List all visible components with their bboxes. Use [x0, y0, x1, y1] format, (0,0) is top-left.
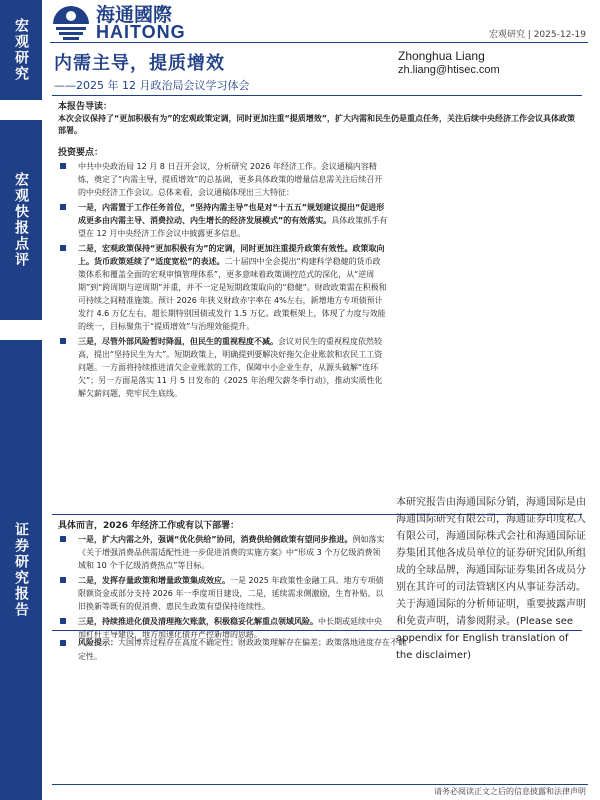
bullet-square-icon: [60, 204, 66, 210]
deployment-text: 中长期或延续中央加杠杆主导建设，地方加速化债并严控新增的思路。: [78, 617, 382, 639]
sidebar-label: 宏观研究: [13, 18, 29, 82]
risk-text: 大国博弈过程存在高度不确定性；财政政策理解存在偏差；政策落地进度存在不确定性。: [78, 638, 406, 661]
footer-divider: [52, 784, 588, 785]
key-point-bold: 一是，内需置于工作任务首位，“坚持内需主导”也是对“十五五”规划建议提出“促进形成更多由内需主导、消费拉动、内生增长的经济发展模式”的有效落实。: [78, 203, 385, 225]
report-title: 内需主导，提质增效: [54, 53, 225, 74]
key-points-list: [58, 160, 388, 402]
deployment-list: [58, 533, 388, 643]
bullet-square-icon: [60, 577, 66, 583]
key-point-text: 会议对民生的重视程度依然较高，提出“坚持民生为大”。短期政策上，明确提到要解决好拖欠企业账款和农民工工资问题。一方面将持续推进清欠企业账款的工作，保障中小企业生存，从源头破解“连环欠”；另一方面是落实 11 月 5 日发布的《2025 年治理欠薪冬季行动》，推动实质性化解欠薪问题，兜牢民生底线。: [78, 337, 383, 398]
bullet-square-icon: [60, 245, 66, 251]
author-name: Zhonghua Liang: [398, 49, 485, 63]
header-divider: [50, 42, 588, 43]
key-point-text: 二十届四中全会提出“构建科学稳健的货币政策体系和覆盖全面的宏观审慎管理体系”，更多意味着政策调控范式的深化，从“逆周期”到“跨周期与逆周期”并重，并不一定是短期政策取向的“稳健”。财政政策需在积极和可持续之间精准施策。预计 2026 年狭义财政赤字率在 4%左右，新增地方专项债预计发行 4.6 万亿左右，超长期特别国债或发行 1.5 万亿。政策框架上，体现了力度与效能的统一，目标聚焦于“提质增效”与治理效能提升。: [78, 257, 387, 331]
sidebar-tab-securities-report: [0, 340, 42, 800]
deployment-bold: 一是，扩大内需之外，强调“优化供给”协同，消费供给侧政策有望同步推进。: [78, 535, 353, 544]
footer-notice: 请务必阅读正文之后的信息披露和法律声明: [434, 787, 586, 796]
deployment-section-title: 具体而言，2026 年经济工作或有以下部署：: [58, 521, 240, 531]
logo-text-cn: 海通國際: [96, 4, 173, 26]
bullet-square-icon: [60, 163, 66, 169]
section-divider: [52, 95, 582, 96]
key-point-item: [58, 160, 388, 199]
key-point-text: 中共中央政治局 12 月 8 日召开会议，分析研究 2026 年经济工作。会议通稿内容精炼，奠定了“内需主导，提质增效”的总基调，更多具体政策的增量信息需关注后续召开的中央经济工作会议。总体来看，会议通稿体现出三大特征：: [78, 162, 383, 197]
logo-text-en: HAITONG: [96, 22, 186, 42]
sidebar-label: 证券研究报告: [13, 522, 29, 618]
deployment-text: 一是 2025 年政策性金融工具、地方专项债限额资金或部分支持 2026 年一季度项目建设，二是，延续需求侧激励，生育补贴、以旧换新等既有的促消费、惠民生政策有望保持连续性。: [78, 576, 384, 611]
key-points-title: 投资要点：: [58, 148, 104, 158]
key-point-bold: 三是，尽管外部风险暂时降温，但民生的重视程度不减。: [78, 337, 278, 346]
risk-warning: [58, 636, 408, 664]
deployment-text: 例如落实《关于增强消费品供需适配性进一步促进消费的实施方案》中“形成 3 个万亿级消费领域和 10 个千亿级消费热点”等目标。: [78, 535, 385, 570]
key-point-bold: 二是，宏观政策保持“更加积极有为”的定调，同时更加注重提升政策有效性。政策取向上。货币政策延续了“适度宽松”的表述。: [78, 244, 385, 266]
key-point-item: [58, 242, 388, 333]
company-logo: [50, 0, 240, 44]
reader-guide-title: 本报告导读：: [58, 102, 113, 112]
key-point-text: 具体政策抓手有望在 12 月中央经济工作会议中披露更多信息。: [78, 216, 388, 238]
deployment-item: [58, 533, 388, 572]
key-point-item: [58, 335, 388, 400]
deployment-bold: 二是，发挥存量政策和增量政策集成效应。: [78, 576, 230, 585]
sidebar-tab-macro-flash: [0, 120, 42, 320]
deployment-item: [58, 574, 388, 613]
bullet-square-icon: [60, 640, 66, 646]
sidebar-label: 宏观快报点评: [13, 172, 29, 268]
sidebar-tab-macro-research: [0, 0, 42, 100]
bullet-square-icon: [60, 618, 66, 624]
bullet-square-icon: [60, 536, 66, 542]
key-point-item: [58, 201, 388, 240]
header-category-date: 宏观研究 | 2025-12-19: [488, 30, 586, 40]
deployment-bold: 三是，持续推进化债及清理拖欠账款，积极稳妥化解重点领域风险。: [78, 617, 318, 626]
report-subtitle: ——2025 年 12 月政治局会议学习体会: [54, 79, 250, 92]
distribution-disclaimer: 本研究报告由海通国际分销，海通国际是由海通国际研究有限公司，海通证券印度私人有限公司，海通国际株式会社和海通国际证券集团其他各成员单位的证券研究团队所组成的全球品牌，海通国际证券集团各成员分别在其许可的司法管辖区内从事证券活动。关于海通国际的分析师证明，重要披露声明和免责声明，请参阅附录。(Please see appendix for English translation of the disclaimer): [396, 497, 586, 661]
risk-label: 风险提示：: [78, 638, 118, 647]
logo-mark-icon: [50, 2, 92, 44]
author-email[interactable]: zh.liang@htisec.com: [398, 64, 500, 76]
sidebar: [0, 0, 42, 800]
reader-guide-text: 本次会议保持了“更加积极有为”的宏观政策定调，同时更加注重“提质增效”，扩大内需和民生仍是重点任务，关注后续中央经济工作会议具体政策部署。: [58, 114, 576, 135]
bullet-square-icon: [60, 338, 66, 344]
